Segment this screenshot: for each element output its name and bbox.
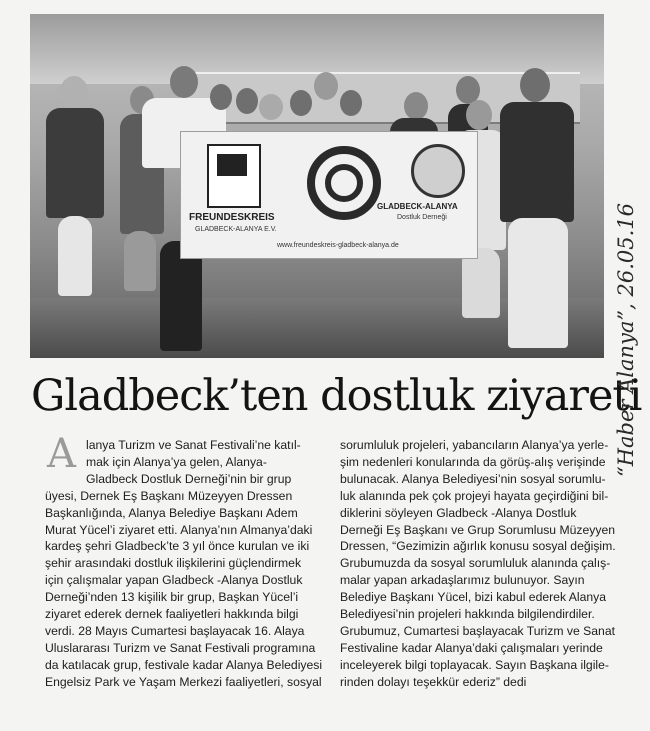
text-line: Başkanlığında, Alanya Belediye Başkanı Adem <box>45 505 298 520</box>
gladbeck-crest-icon <box>207 144 261 208</box>
banner-right-subtitle: Dostluk Derneği <box>397 214 447 221</box>
text-line: Belediyesi’nin projeleri hakkında bilgilendirdiler. <box>340 607 595 622</box>
article-column-1 <box>45 437 323 691</box>
text-line: rinden dolayı teşekkür ederiz” dedi <box>340 674 527 689</box>
article-headline: Gladbeck’ten dostluk ziyareti <box>31 371 642 421</box>
text-line: Gladbeck Dostluk Derneği’nin bir grup <box>86 471 292 486</box>
source-note-text: “Haber Alanya”, 26.05.16 <box>614 202 638 478</box>
text-line: ziyaret ederek dernek faaliyetleri hakkında bilgi <box>45 607 299 622</box>
alanya-seal-icon <box>411 144 465 198</box>
text-line: Derneği’nden 13 kişilik bir grup, Başkan Yücel’i <box>45 590 299 605</box>
drop-cap: A <box>47 431 76 477</box>
text-line: lanya Turizm ve Sanat Festivali’ne katıl- <box>86 438 301 452</box>
handwritten-source-note <box>610 180 642 500</box>
text-line: Grubumuz, Cumartesi başlayacak Turizm ve Sanat <box>340 623 616 638</box>
text-line: inceleyerek bilgi toplayacak. Sayın Başkana ilgile- <box>340 657 609 672</box>
friendship-rings-logo-icon <box>307 146 381 220</box>
text-line: Murat Yücel’i ziyaret etti. Alanya’nın Almanya’daki <box>45 522 313 537</box>
article-photo <box>30 14 604 358</box>
text-line: Engelsiz Park ve Yaşam Merkezi faaliyetleri, sosyal <box>45 674 322 689</box>
text-line: da katılacak grup, festivale kadar Alanya Belediyesi <box>45 657 323 672</box>
banner-url: www.freundeskreis-gladbeck-alanya.de <box>277 242 399 249</box>
text-line: Grubumuzda da sosyal sorumluluk alanında çalış- <box>340 556 611 571</box>
text-line: için çalışmalar yapan Gladbeck -Alanya Dostluk <box>45 573 303 588</box>
text-line: Dressen, “Gezimizin ağırlık konusu sosyal değişim. <box>340 539 616 554</box>
banner-right-title: GLADBECK-ALANYA <box>377 202 458 211</box>
text-line: Belediye Başkanı Yücel, bizi kabul ederek Alanya <box>340 590 607 605</box>
text-line: Uluslararası Turizm ve Sanat Festivali programına <box>45 640 316 655</box>
banner-left-subtitle: GLADBECK-ALANYA E.V. <box>195 226 277 233</box>
text-line: Derneği Eş Başkanı ve Grup Sorumlusu Müzeyyen <box>340 522 616 537</box>
friendship-banner <box>180 131 478 259</box>
text-line: şim nedenleri konularında da görüş-alış verişinde <box>340 454 606 469</box>
text-line: kardeş şehri Gladbeck’te 3 yıl önce kurulan ve iki <box>45 539 310 554</box>
text-line: sorumluluk projeleri, yabancıların Alanya’ya yerle- <box>340 438 609 452</box>
text-line: luk alanında pek çok projeyi hayata geçirdiğini bil- <box>340 488 609 503</box>
banner-left-title: FREUNDESKREIS <box>189 212 275 223</box>
text-line: verdi. 28 Mayıs Cumartesi başlayacak 16. Alaya <box>45 623 305 638</box>
text-line: diklerini söyleyen Gladbeck -Alanya Dostluk <box>340 505 577 520</box>
text-line: malar yapan arkadaşlarımız bulunuyor. Sayın <box>340 573 585 588</box>
article-column-2 <box>340 437 616 691</box>
text-line: üyesi, Dernek Eş Başkanı Müzeyyen Dressen <box>45 488 293 503</box>
text-line: Festivaline kadar Alanya’daki çalışmaları yerinde <box>340 640 603 655</box>
text-line: şehir arasındaki dostluk ilişkilerini güçlendirmek <box>45 556 302 571</box>
text-line: bulunacak. Alanya Belediyesi’nin sosyal sorumlu- <box>340 471 606 486</box>
text-line: mak için Alanya’ya gelen, Alanya- <box>86 454 267 469</box>
